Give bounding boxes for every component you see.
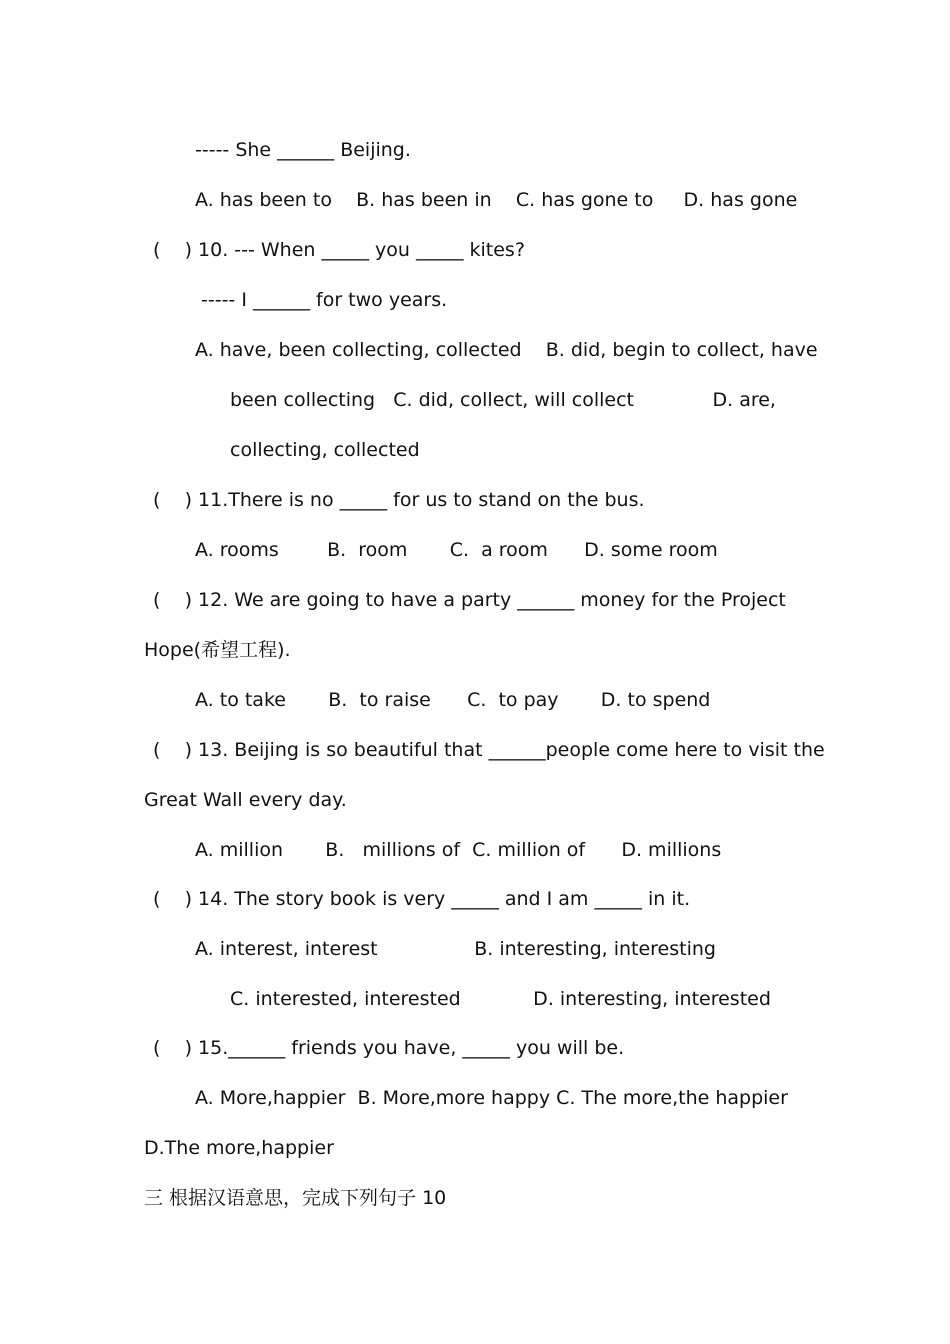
q15-options-1: A. More,happier B. More,more happy C. The more,the happier <box>195 1087 788 1109</box>
q11-question: ( ) 11.There is no _____ for us to stand on the bus. <box>153 489 645 511</box>
q12-question-cont: Hope(希望工程). <box>144 639 291 661</box>
q11-options: A. rooms B. room C. a room D. some room <box>195 539 718 561</box>
section-three-heading: 三 根据汉语意思，完成下列句子 10 <box>144 1187 447 1209</box>
q10-options-2: been collecting C. did, collect, will collect D. are, <box>230 389 776 411</box>
q10-question: ( ) 10. --- When _____ you _____ kites? <box>153 239 525 261</box>
q13-question: ( ) 13. Beijing is so beautiful that ______people come here to visit the <box>153 739 825 761</box>
q14-question: ( ) 14. The story book is very _____ and I am _____ in it. <box>153 888 691 910</box>
q14-options-2: C. interested, interested D. interesting, interested <box>230 988 771 1010</box>
q13-question-cont: Great Wall every day. <box>144 789 347 811</box>
q9-answer-line: ----- She ______ Beijing. <box>195 139 411 161</box>
q12-question: ( ) 12. We are going to have a party ______ money for the Project <box>153 589 786 611</box>
q15-options-2: D.The more,happier <box>144 1137 334 1159</box>
q15-question: ( ) 15.______ friends you have, _____ you will be. <box>153 1037 625 1059</box>
q12-options: A. to take B. to raise C. to pay D. to spend <box>195 689 711 711</box>
q14-options-1: A. interest, interest B. interesting, interesting <box>195 938 716 960</box>
q13-options: A. million B. millions of C. million of D. millions <box>195 839 722 861</box>
q10-answer-line: ----- I ______ for two years. <box>201 289 448 311</box>
q10-options-3: collecting, collected <box>230 439 420 461</box>
q9-options: A. has been to B. has been in C. has gone to D. has gone <box>195 189 798 211</box>
q10-options-1: A. have, been collecting, collected B. did, begin to collect, have <box>195 339 818 361</box>
